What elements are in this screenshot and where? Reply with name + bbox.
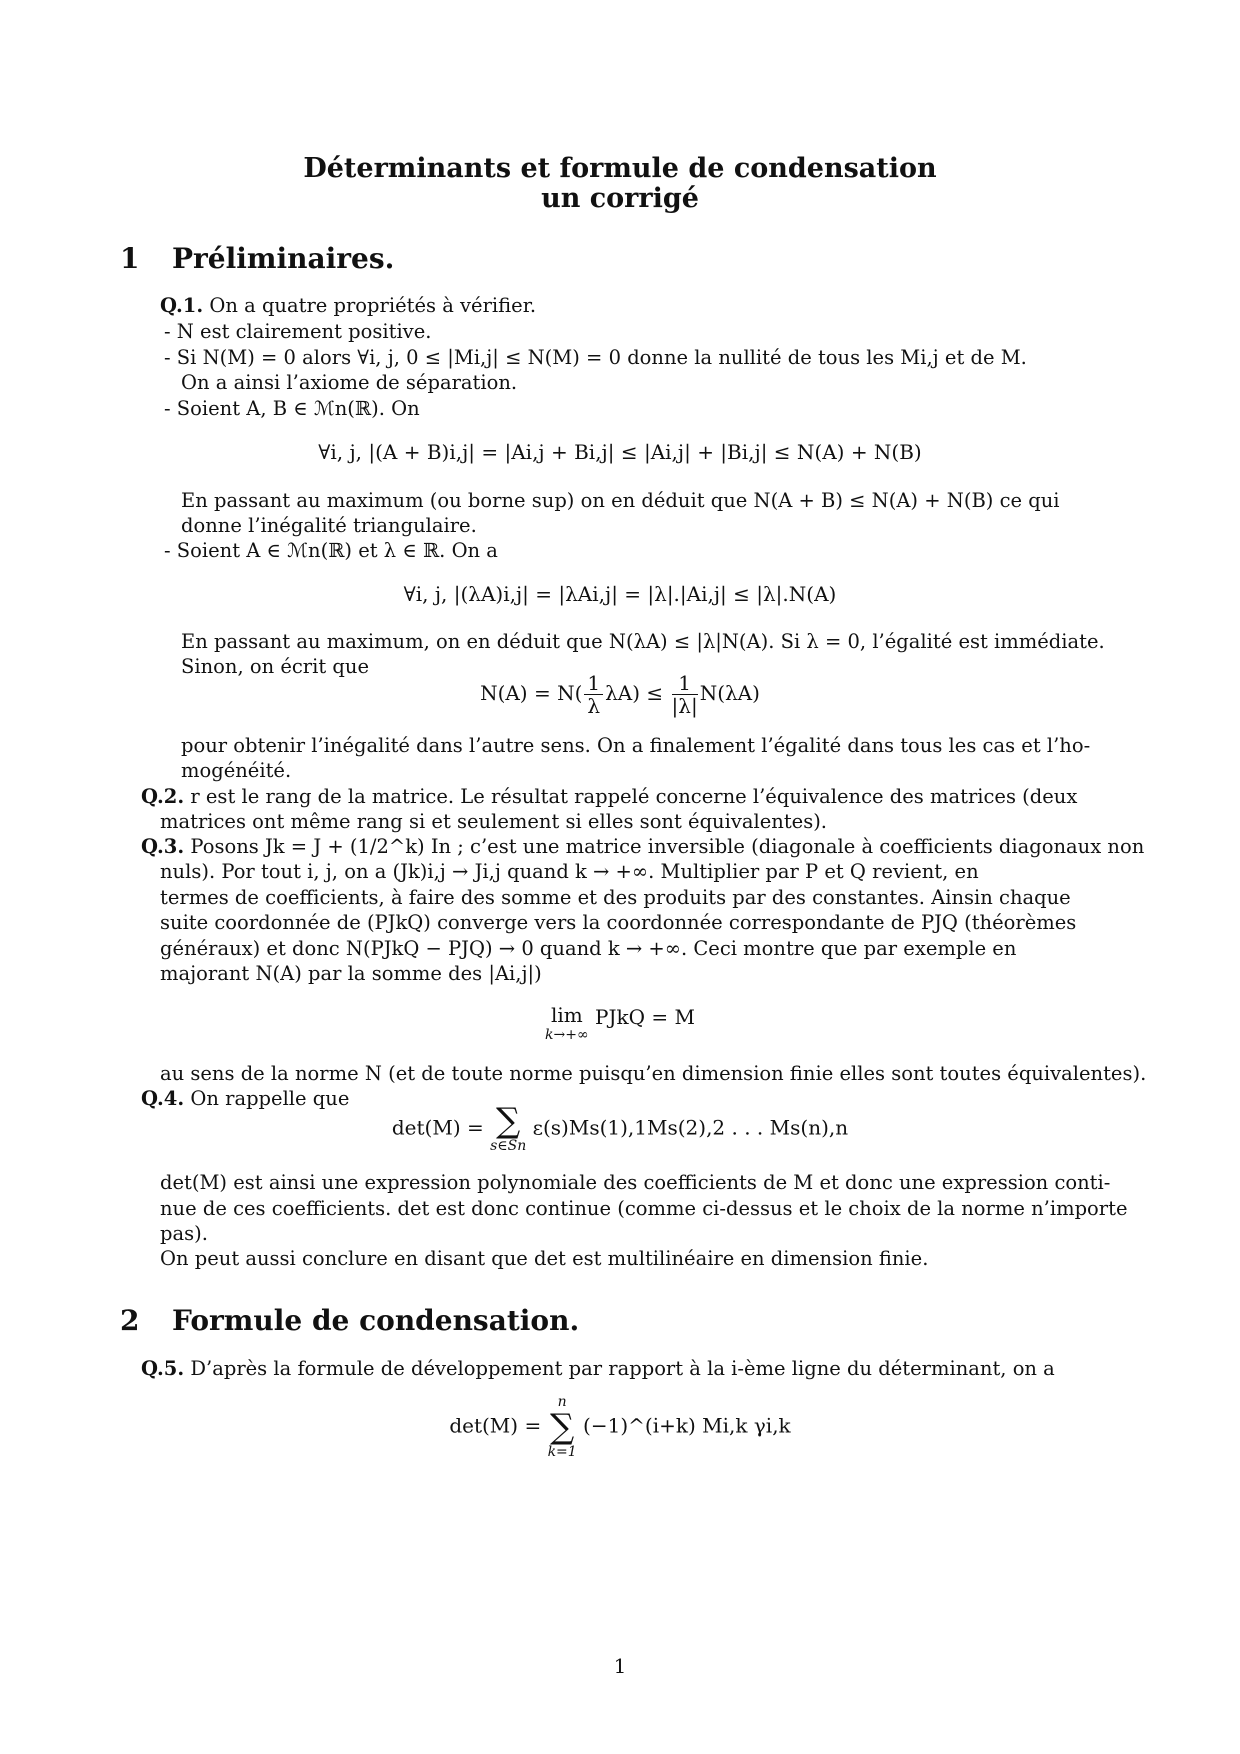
eq3-left: N(A) = N( xyxy=(480,681,583,705)
sum-subscript: s∈Sn xyxy=(490,1138,527,1154)
q4-line-1: det(M) est ainsi une expression polynomiale des coefficients de M et donc une expression conti- xyxy=(160,1171,1111,1194)
document-title: Déterminants et formule de condensation xyxy=(303,153,937,184)
eq3-mid: λA) ≤ xyxy=(605,681,664,705)
sum-subscript: k=1 xyxy=(547,1444,577,1460)
fraction-denominator: |λ| xyxy=(671,694,698,718)
sum-superscript: n xyxy=(557,1394,567,1410)
expansion-body: (−1)^(i+k) Mi,k γi,k xyxy=(583,1413,791,1438)
det-left: det(M) = xyxy=(391,1115,484,1140)
page-number: 1 xyxy=(613,1654,627,1678)
section-number: 1 xyxy=(120,242,140,275)
question-label: Q.2. xyxy=(141,785,185,808)
q1-bullet-4: - Soient A ∈ ℳn(ℝ) et λ ∈ ℝ. On a xyxy=(164,539,498,562)
equation-triangle: ∀i, j, |(A + B)i,j| = |Ai,j + Bi,j| ≤ |Ai,j| + |Bi,j| ≤ N(A) + N(B) xyxy=(318,440,922,464)
q1-text-1b: donne l’inégalité triangulaire. xyxy=(181,514,477,537)
q1-text-3a: pour obtenir l’inégalité dans l’autre sens. On a finalement l’égalité dans tous les cas et l’ho- xyxy=(181,734,1091,757)
q1-bullet-2-cont: On a ainsi l’axiome de séparation. xyxy=(181,371,518,394)
equation-homogeneity: ∀i, j, |(λA)i,j| = |λAi,j| = |λ|.|Ai,j| ≤ |λ|.N(A) xyxy=(403,582,837,606)
limit-operator xyxy=(545,1003,589,1043)
q3-line-7: au sens de la norme N (et de toute norme puisqu’en dimension finie elles sont toutes équivalentes). xyxy=(160,1062,1147,1085)
q3-line-3: termes de coefficients, à faire des somme et des produits par des constantes. Ainsin chaque xyxy=(160,886,1071,909)
limit-body: PJkQ = M xyxy=(595,1005,695,1029)
q1-intro: On a quatre propriétés à vérifier. xyxy=(209,294,537,317)
section-title: Formule de condensation. xyxy=(172,1304,580,1337)
sum-operator xyxy=(548,1394,577,1460)
q4-intro: On rappelle que xyxy=(190,1087,350,1110)
question-label: Q.3. xyxy=(141,835,185,858)
question-label: Q.5. xyxy=(141,1357,185,1380)
q5-text: D’après la formule de développement par rapport à la i-ème ligne du déterminant, on a xyxy=(190,1357,1055,1380)
q2-line-2: matrices ont même rang si et seulement si elles sont équivalentes). xyxy=(160,810,828,833)
question-label: Q.4. xyxy=(141,1087,185,1110)
fraction-2 xyxy=(672,672,698,717)
section-number: 2 xyxy=(120,1304,140,1337)
q1-text-2a: En passant au maximum, on en déduit que N(λA) ≤ |λ|N(A). Si λ = 0, l’égalité est immédiate. xyxy=(181,630,1105,653)
equation-determinant xyxy=(0,1101,1240,1154)
q3-line-6: majorant N(A) par la somme des |Ai,j|) xyxy=(160,962,542,985)
equation-expansion xyxy=(0,1394,1240,1460)
sigma-symbol: ∑ xyxy=(549,1407,575,1447)
limit-word: lim xyxy=(550,1003,583,1027)
sum-operator xyxy=(490,1101,527,1154)
expansion-left: det(M) = xyxy=(449,1413,542,1438)
equation-limit xyxy=(0,1003,1240,1043)
q3-line-2: nuls). Por tout i, j, on a (Jk)i,j → Ji,j quand k → +∞. Multiplier par P et Q revient, en xyxy=(160,860,979,883)
fraction-numerator: 1 xyxy=(584,672,603,695)
q2-line-1 xyxy=(141,785,1077,809)
q3-text: Posons Jk = J + (1/2^k) In ; c’est une matrice inversible (diagonale à coefficients diagonaux non xyxy=(190,835,1145,858)
q3-line-4: suite coordonnée de (PJkQ) converge vers la coordonnée correspondante de PJQ (théorèmes xyxy=(160,911,1077,934)
q1-intro-line xyxy=(160,294,536,318)
q1-text-2b: Sinon, on écrit que xyxy=(181,655,369,678)
q1-bullet-3: - Soient A, B ∈ ℳn(ℝ). On xyxy=(164,397,420,420)
question-label: Q.1. xyxy=(160,294,204,317)
fraction-numerator: 1 xyxy=(672,672,698,695)
q1-bullet-1: - N est clairement positive. xyxy=(164,320,432,343)
q4-line-3: pas). xyxy=(160,1222,208,1245)
section-heading-2 xyxy=(120,1304,579,1337)
q1-text-3b: mogénéité. xyxy=(181,759,292,782)
q1-bullet-2: - Si N(M) = 0 alors ∀i, j, 0 ≤ |Mi,j| ≤ N(M) = 0 donne la nullité de tous les Mi,j et de M. xyxy=(164,346,1027,369)
eq3-right: N(λA) xyxy=(699,681,760,705)
sigma-symbol: ∑ xyxy=(496,1101,521,1141)
q3-line-5: généraux) et donc N(PJkQ − PJQ) → 0 quand k → +∞. Ceci montre que par exemple en xyxy=(160,937,1017,960)
section-title: Préliminaires. xyxy=(172,242,395,275)
q4-line-4: On peut aussi conclure en disant que det est multilinéaire en dimension finie. xyxy=(160,1247,929,1270)
q1-text-1a: En passant au maximum (ou borne sup) on en déduit que N(A + B) ≤ N(A) + N(B) ce qui xyxy=(181,489,1060,512)
q4-line-2: nue de ces coefficients. det est donc continue (comme ci-dessus et le choix de la norme n’importe xyxy=(160,1197,1128,1220)
det-body: ε(s)Ms(1),1Ms(2),2 . . . Ms(n),n xyxy=(532,1115,849,1140)
section-heading-1 xyxy=(120,242,394,275)
fraction-1 xyxy=(584,672,603,717)
q5-line-1 xyxy=(141,1357,1055,1381)
q3-line-1 xyxy=(141,835,1144,859)
q2-text: r est le rang de la matrice. Le résultat rappelé concerne l’équivalence des matrices (deux xyxy=(190,785,1078,808)
equation-fraction xyxy=(0,672,1240,717)
document-subtitle: un corrigé xyxy=(541,183,699,214)
limit-subscript: k→+∞ xyxy=(545,1027,589,1043)
fraction-denominator: λ xyxy=(587,694,601,718)
